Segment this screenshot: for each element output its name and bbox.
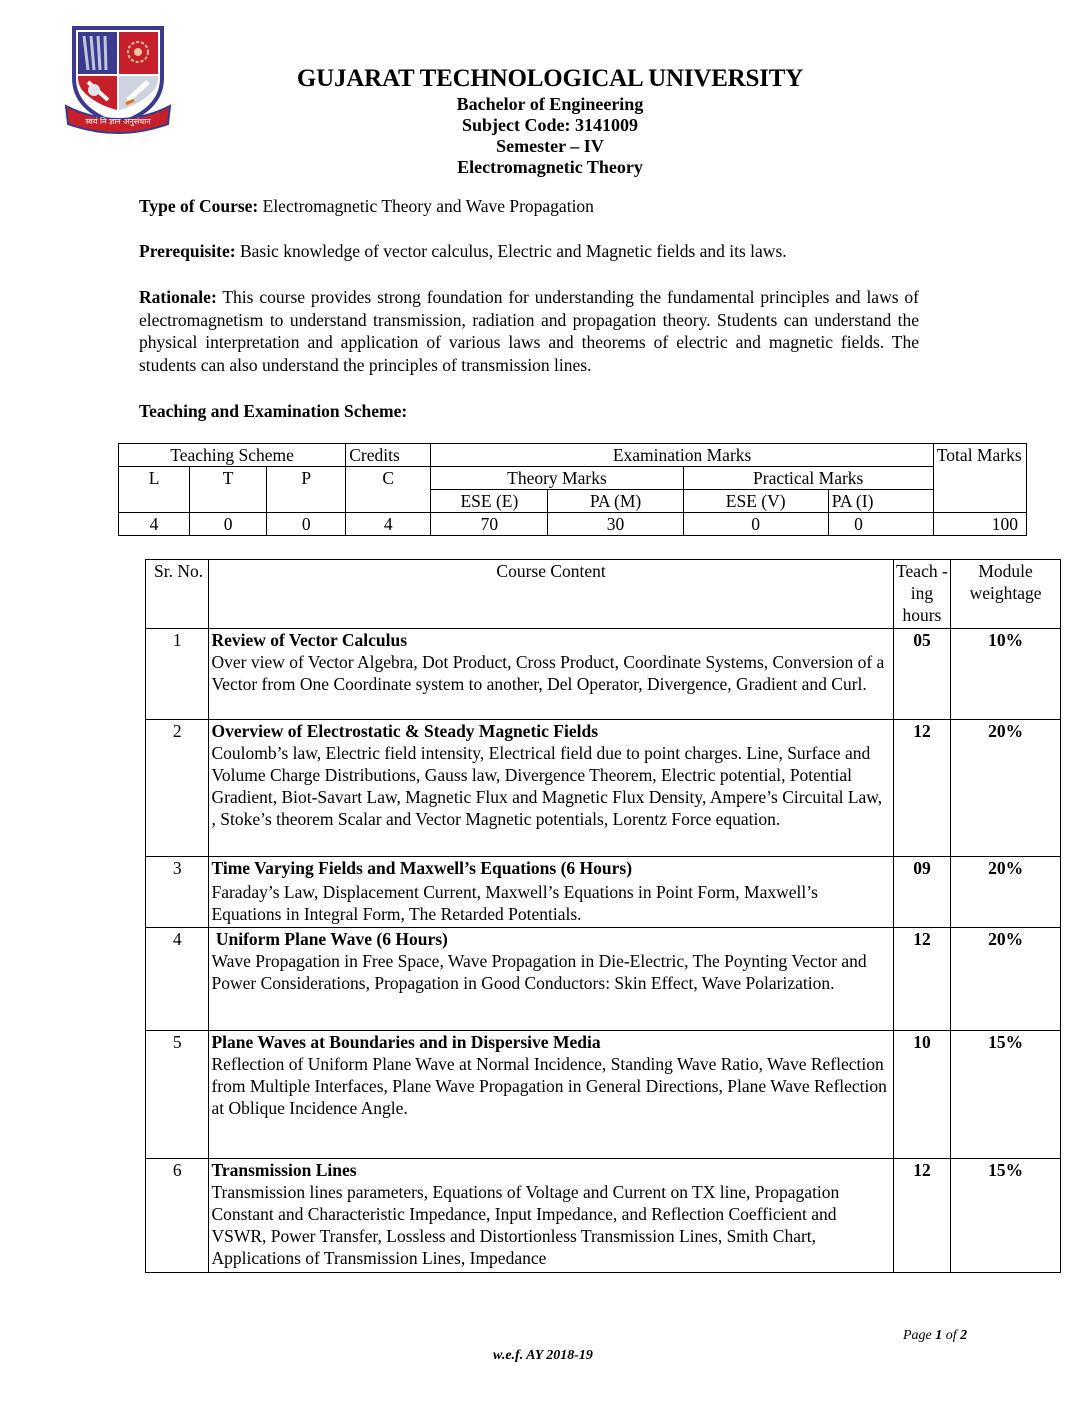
- pa-m-header: PA (M): [548, 490, 683, 513]
- subject-name: Electromagnetic Theory: [457, 157, 643, 177]
- row-content: [209, 1159, 893, 1273]
- module-title: Uniform Plane Wave (6 Hours): [211, 929, 448, 949]
- row-content: [209, 720, 893, 857]
- module-title: Plane Waves at Boundaries and in Dispersive Media: [211, 1032, 601, 1052]
- p-value: 0: [267, 513, 346, 536]
- ese-v-header: ESE (V): [683, 490, 828, 513]
- row-hours: 09: [893, 857, 950, 928]
- course-type-label: Type of Course:: [139, 196, 259, 216]
- content-header-row: [146, 560, 1061, 629]
- row-hours: 12: [893, 928, 950, 1031]
- ese-e-header: ESE (E): [431, 490, 548, 513]
- university-logo: [64, 20, 172, 136]
- row-content: [209, 1031, 893, 1159]
- module-weightage-header: Module weightage: [951, 560, 1061, 629]
- scheme-heading: [139, 400, 919, 423]
- rationale: [139, 286, 919, 376]
- scheme-table: [118, 443, 1027, 536]
- l-value: 4: [119, 513, 190, 536]
- university-name: GUJARAT TECHNOLOGICAL UNIVERSITY: [296, 65, 804, 92]
- total-marks-header: Total Marks: [933, 444, 1026, 513]
- module-body: Over view of Vector Algebra, Dot Product, Cross Product, Coordinate Systems, Conversion of a Vector from One Coordinate system to another, Del Operator, Divergence, Gradient and Curl.: [211, 652, 885, 694]
- pa-i-header: PA (I): [828, 490, 933, 513]
- ese-e-value: 70: [431, 513, 548, 536]
- p-header: P: [267, 467, 346, 513]
- c-header: C: [346, 467, 431, 513]
- prerequisite: [139, 240, 919, 263]
- row-hours: 10: [893, 1031, 950, 1159]
- page-number: [903, 1328, 967, 1344]
- svg-text:स्वयं नि ज्ञान अनुसंधान: स्वयं नि ज्ञान अनुसंधान: [85, 117, 151, 126]
- row-hours: 12: [893, 1159, 950, 1273]
- document-header: [250, 64, 850, 178]
- page-prefix: Page: [903, 1328, 936, 1343]
- row-weightage: 10%: [951, 629, 1061, 720]
- table-row: [146, 1159, 1061, 1273]
- table-row: [146, 1031, 1061, 1159]
- semester: Semester – IV: [496, 136, 604, 156]
- row-weightage: 20%: [951, 928, 1061, 1031]
- course-content-header: Course Content: [209, 560, 893, 629]
- subject-code: Subject Code: 3141009: [462, 115, 638, 135]
- gtu-crest-icon: [64, 20, 172, 136]
- row-sr: 6: [146, 1159, 209, 1273]
- row-weightage: 15%: [951, 1159, 1061, 1273]
- scheme-heading-text: Teaching and Examination Scheme:: [139, 401, 408, 421]
- scheme-values-row: [119, 513, 1027, 536]
- row-weightage: 15%: [951, 1031, 1061, 1159]
- module-title: Time Varying Fields and Maxwell’s Equations (6 Hours): [211, 858, 633, 878]
- row-sr: 1: [146, 629, 209, 720]
- pa-m-value: 30: [548, 513, 683, 536]
- credits-header: Credits: [346, 444, 431, 467]
- teaching-hours-header: Teach -ing hours: [893, 560, 950, 629]
- course-type-value: Electromagnetic Theory and Wave Propagation: [258, 196, 594, 216]
- examination-marks-header: Examination Marks: [431, 444, 934, 467]
- effective-year: w.e.f. AY 2018-19: [493, 1348, 593, 1363]
- t-value: 0: [190, 513, 267, 536]
- table-row: [146, 857, 1061, 928]
- table-row: [146, 720, 1061, 857]
- module-body: Faraday’s Law, Displacement Current, Maxwell’s Equations in Point Form, Maxwell’s Equations in Integral Form, The Retarded Potentials.: [211, 882, 818, 924]
- rationale-value: This course provides strong foundation for understanding the fundamental principles and laws of electromagnetism to understand transmission, radiation and propagation theory. Students can understand the physical interpretation and application of various laws and theorems of electric and magnetic fields. The students can also understand the principles of transmission lines.: [139, 287, 919, 375]
- row-hours: 12: [893, 720, 950, 857]
- module-title: Transmission Lines: [211, 1160, 357, 1180]
- row-weightage: 20%: [951, 720, 1061, 857]
- prerequisite-value: Basic knowledge of vector calculus, Electric and Magnetic fields and its laws.: [235, 241, 787, 261]
- teaching-scheme-header: Teaching Scheme: [119, 444, 346, 467]
- program-name: Bachelor of Engineering: [456, 94, 644, 114]
- prerequisite-label: Prerequisite:: [139, 241, 236, 261]
- row-hours: 05: [893, 629, 950, 720]
- row-sr: 3: [146, 857, 209, 928]
- sr-no-header: Sr. No.: [146, 560, 209, 629]
- row-sr: 4: [146, 928, 209, 1031]
- page-of: of: [942, 1328, 961, 1343]
- theory-marks-header: Theory Marks: [431, 467, 683, 490]
- table-row: [146, 928, 1061, 1031]
- ese-v-value: 0: [683, 513, 828, 536]
- row-content: [209, 857, 893, 928]
- page-current: 1: [935, 1328, 943, 1343]
- table-row: [146, 629, 1061, 720]
- page-total: 2: [960, 1328, 968, 1343]
- module-body: Transmission lines parameters, Equations of Voltage and Current on TX line, Propagation Constant and Characteristic Impedance, Input Impedance, and Reflection Coefficient and VSWR, Power Transfer, Lossless and Distortionless Transmission Lines, Smith Chart, Applications of Transmission Lines, Impedance: [211, 1182, 840, 1268]
- course-content-table: [145, 559, 1061, 1273]
- module-title: Overview of Electrostatic & Steady Magnetic Fields: [211, 721, 599, 741]
- row-content: [209, 629, 893, 720]
- t-header: T: [190, 467, 267, 513]
- c-value: 4: [346, 513, 431, 536]
- total-value: 100: [933, 513, 1026, 536]
- module-body: Reflection of Uniform Plane Wave at Normal Incidence, Standing Wave Ratio, Wave Reflection from Multiple Interfaces, Plane Wave Propagation in General Directions, Plane Wave Reflection at Oblique Incidence Angle.: [211, 1054, 887, 1118]
- course-type: [139, 195, 919, 218]
- row-content: [209, 928, 893, 1031]
- module-body: Wave Propagation in Free Space, Wave Propagation in Die-Electric, The Poynting Vector and Power Considerations, Propagation in Good Conductors: Skin Effect, Wave Polarization.: [211, 951, 867, 993]
- row-sr: 5: [146, 1031, 209, 1159]
- rationale-label: Rationale:: [139, 287, 217, 307]
- row-weightage: 20%: [951, 857, 1061, 928]
- l-header: L: [119, 467, 190, 513]
- module-body: Coulomb’s law, Electric field intensity, Electrical field due to point charges. Line, Surface and Volume Charge Distributions, Gauss law, Divergence Theorem, Electric potential, Potential Gradient, Biot-Savart Law, Magnetic Flux and Magnetic Flux Density, Ampere’s Circuital Law, , Stoke’s theorem Scalar and Vector Magnetic potentials, Lorentz Force equation.: [211, 743, 883, 829]
- row-sr: 2: [146, 720, 209, 857]
- pa-i-value: 0: [828, 513, 933, 536]
- practical-marks-header: Practical Marks: [683, 467, 933, 490]
- module-title: Review of Vector Calculus: [211, 630, 408, 650]
